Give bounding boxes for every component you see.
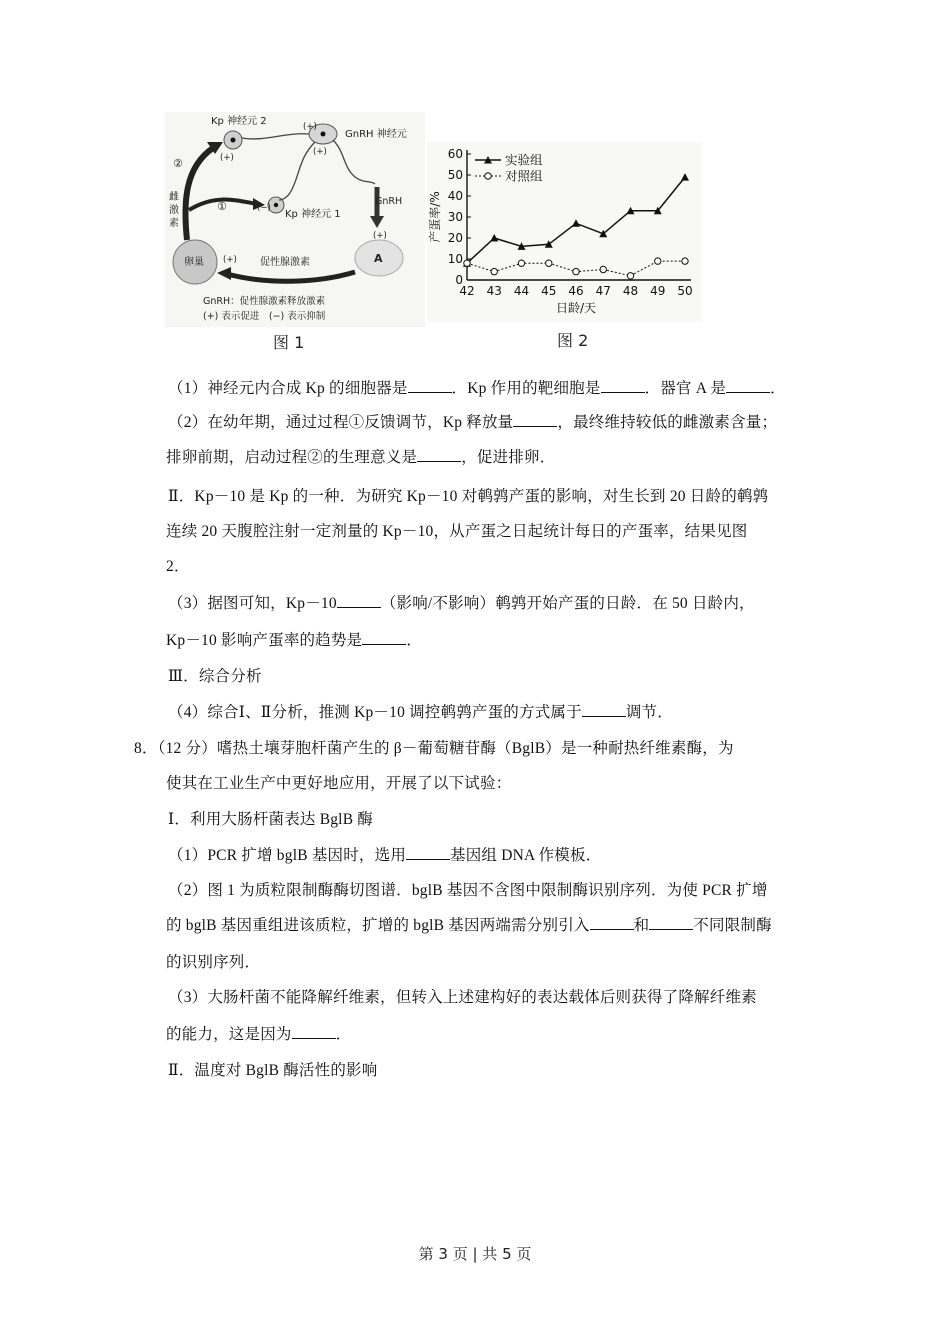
question-8-line-2: 使其在工业生产中更好地应用，开展了以下试验： (166, 775, 512, 792)
svg-text:对照组: 对照组 (505, 168, 543, 184)
question-3-line-1: （3）据图可知，Kp－10 （影响/不影响）鹌鹑开始产蛋的日龄．在 50 日龄内， (168, 595, 755, 612)
svg-text:(+): (+) (313, 147, 327, 157)
svg-text:Kp 神经元 1: Kp 神经元 1 (285, 209, 341, 220)
svg-text:GnRH: GnRH (375, 196, 403, 207)
svg-text:卵巢: 卵巢 (184, 257, 204, 268)
question-2-line-2: 排卵前期，启动过程②的生理意义是 ，促进排卵． (166, 449, 556, 466)
svg-text:60: 60 (447, 147, 463, 161)
answer-blank[interactable] (406, 845, 450, 860)
part-3-heading: Ⅲ．综合分析 (168, 668, 262, 685)
question-8-2-line-1: （2）图 1 为质粒限制酶酶切图谱．bglB 基因不含图中限制酶识别序列．为使 PCR 扩增 (168, 882, 768, 899)
part-2-intro-line-2: 连续 20 天腹腔注射一定剂量的 Kp－10，从产蛋之日起统计每日的产蛋率，结果见图 (166, 523, 748, 540)
kp-neuron-2-icon (224, 131, 242, 149)
svg-text:(+): (+) (303, 122, 317, 132)
svg-text:(+): (+) (223, 255, 237, 265)
svg-text:44: 44 (513, 284, 530, 298)
svg-text:47: 47 (595, 284, 611, 298)
question-8-3-line-2: 的能力，这是因为 ． (166, 1026, 352, 1043)
svg-text:实验组: 实验组 (505, 152, 543, 168)
question-8-2-line-2: 的 bglB 基因重组进该质粒，扩增的 bglB 基因两端需分别引入 和 不同限制酶 (166, 917, 772, 934)
svg-text:A: A (374, 252, 383, 265)
svg-text:43: 43 (486, 284, 502, 298)
svg-text:(−): (−) (257, 203, 271, 213)
svg-text:49: 49 (650, 284, 666, 298)
svg-text:(+): (+) (373, 231, 387, 241)
page-footer: 第 3 页 | 共 5 页 (418, 1245, 532, 1263)
svg-text:50: 50 (447, 168, 463, 182)
answer-blank[interactable] (337, 593, 381, 608)
figures-row (165, 112, 705, 357)
answer-blank[interactable] (362, 630, 406, 645)
svg-text:50: 50 (677, 284, 693, 298)
answer-blank[interactable] (292, 1024, 336, 1039)
answer-blank[interactable] (726, 378, 770, 393)
question-8-3-line-1: （3）大肠杆菌不能降解纤维素，但转入上述建构好的表达载体后则获得了降解纤维素 (168, 989, 757, 1006)
svg-text:46: 46 (568, 284, 584, 298)
svg-text:日龄/天: 日龄/天 (555, 301, 597, 315)
svg-text:GnRH：促性腺激素释放激素: GnRH：促性腺激素释放激素 (203, 296, 326, 307)
svg-text:42: 42 (459, 284, 475, 298)
question-3-line-2: Kp－10 影响产蛋率的趋势是 ． (166, 632, 423, 649)
svg-text:产蛋率/%: 产蛋率/% (428, 191, 442, 243)
answer-blank[interactable] (649, 915, 693, 930)
question-1: （1）神经元内合成 Kp 的细胞器是 ．Kp 作用的靶细胞是 ．器官 A 是 ． (168, 380, 786, 397)
egg-laying-rate-chart (427, 142, 702, 322)
svg-text:素: 素 (169, 218, 179, 229)
regulation-diagram (165, 112, 425, 327)
svg-text:促性腺激素: 促性腺激素 (260, 257, 310, 268)
svg-text:48: 48 (622, 284, 639, 298)
question-8-2-line-3: 的识别序列． (166, 954, 261, 971)
svg-text:0: 0 (455, 273, 463, 287)
svg-text:40: 40 (447, 189, 463, 203)
svg-text:10: 10 (447, 252, 463, 266)
figure-1-diagram (165, 112, 425, 352)
figure-1-caption: 图 1 (273, 333, 305, 352)
part-2-intro-line-1: Ⅱ．Kp－10 是 Kp 的一种．为研究 Kp－10 对鹌鹑产蛋的影响，对生长到 20 日龄的鹌鹑 (168, 488, 769, 505)
svg-text:GnRH 神经元: GnRH 神经元 (345, 129, 407, 140)
svg-text:激: 激 (169, 205, 179, 216)
answer-blank[interactable] (513, 412, 557, 427)
svg-text:45: 45 (541, 284, 557, 298)
answer-blank[interactable] (601, 378, 645, 393)
question-2-line-1: （2）在幼年期，通过过程①反馈调节，Kp 释放量 ，最终维持较低的雌激素含量； (168, 414, 778, 431)
figure-2-chart (427, 142, 702, 352)
question-8-line-1: 8．（12 分）嗜热土壤芽胞杆菌产生的 β－葡萄糖苷酶（BglB）是一种耐热纤维素酶，为 (134, 740, 734, 757)
svg-text:20: 20 (447, 231, 463, 245)
svg-text:雌: 雌 (169, 192, 179, 203)
question-8-part-2-heading: Ⅱ．温度对 BglB 酶活性的影响 (168, 1062, 378, 1079)
answer-blank[interactable] (408, 378, 452, 393)
question-4: （4）综合Ⅰ、Ⅱ分析，推测 Kp－10 调控鹌鹑产蛋的方式属于 调节． (168, 704, 673, 721)
svg-text:Kp 神经元 2: Kp 神经元 2 (211, 116, 267, 127)
answer-blank[interactable] (590, 915, 634, 930)
answer-blank[interactable] (582, 702, 626, 717)
answer-blank[interactable] (417, 447, 461, 462)
svg-text:②: ② (173, 157, 183, 170)
question-8-part-1-heading: Ⅰ．利用大肠杆菌表达 BglB 酶 (168, 811, 374, 828)
svg-text:30: 30 (447, 210, 463, 224)
question-8-1: （1）PCR 扩增 bglB 基因时，选用 基因组 DNA 作模板． (168, 847, 602, 864)
part-2-intro-line-3: 2． (166, 558, 190, 575)
svg-text:(+): (+) (220, 153, 234, 163)
svg-text:①: ① (217, 200, 227, 213)
figure-2-caption: 图 2 (557, 331, 589, 350)
estrogen-label (169, 190, 179, 229)
svg-text:(+) 表示促进 (−) 表示抑制: (+) 表示促进 (−) 表示抑制 (203, 311, 326, 322)
